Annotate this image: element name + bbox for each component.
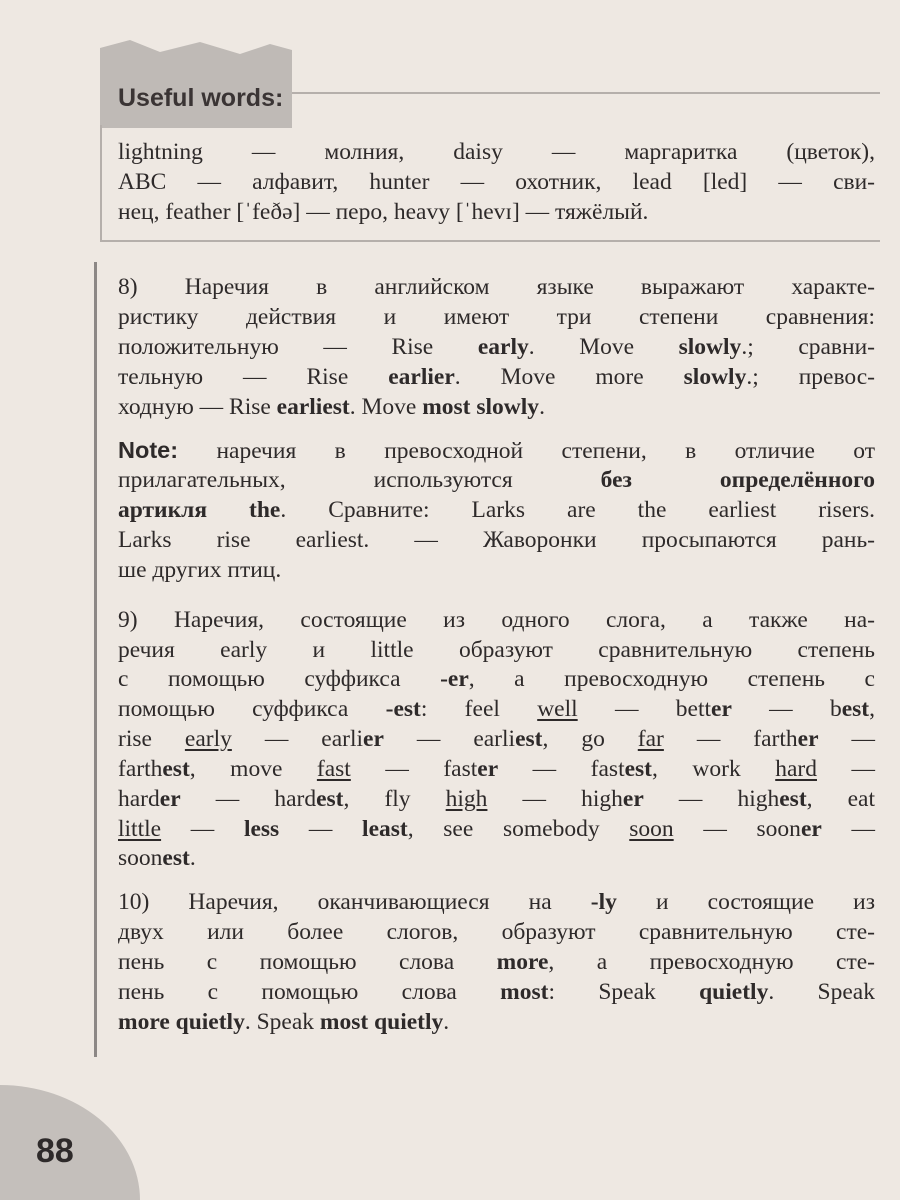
underlined-word: far <box>637 726 664 752</box>
paragraph-line <box>118 887 875 917</box>
paragraph-line <box>118 754 875 784</box>
bold-term: est <box>841 696 870 722</box>
paragraph-line <box>118 694 875 724</box>
bold-term: quietly <box>699 979 769 1005</box>
bold-term: er <box>363 726 384 752</box>
text-run: farth <box>118 756 163 782</box>
useful-words-line <box>118 167 875 197</box>
text-run: . Speak <box>244 1009 320 1035</box>
text-run: rise <box>118 726 185 752</box>
text-run: , move <box>189 756 317 782</box>
bold-term: most <box>500 979 549 1005</box>
text-run: — <box>161 816 244 842</box>
bold-term: earliest <box>276 394 350 420</box>
text-run: — soon <box>673 816 801 842</box>
text-run: — fast <box>498 756 625 782</box>
text-run: , eat <box>806 786 876 812</box>
text-run: с помощью суффикса <box>118 666 441 692</box>
paragraph-line <box>118 784 875 814</box>
bold-term: -est <box>385 696 421 722</box>
text-run: . <box>189 845 196 871</box>
paragraph-line <box>118 724 875 754</box>
underlined-word: hard <box>775 756 817 782</box>
paragraph-line <box>118 814 875 844</box>
bold-term: -ly <box>590 889 617 915</box>
text-run: . Move <box>349 394 423 420</box>
text-run: помощью суффикса <box>118 696 386 722</box>
bold-term: most slowly <box>422 394 540 420</box>
paragraph-line <box>118 555 875 585</box>
bold-term: less <box>243 816 280 842</box>
text-run: — <box>279 816 363 842</box>
text-run: , <box>869 696 876 722</box>
useful-words-line <box>118 197 875 227</box>
bold-term: est <box>779 786 807 812</box>
text-run: ше других птиц. <box>118 557 282 583</box>
paragraph-line <box>118 495 875 525</box>
text-run: . <box>443 1009 450 1035</box>
text-run: 9) Наречия, состоящие из одного слога, а также на- <box>118 607 875 633</box>
underlined-word: early <box>184 726 232 752</box>
text-run: — <box>818 726 875 752</box>
text-run: hard <box>118 786 160 812</box>
bold-term: er <box>797 726 819 752</box>
box-border <box>292 92 880 94</box>
paragraph-line <box>118 435 875 466</box>
text-run: двух или более слогов, образуют сравнительную сте- <box>118 919 875 945</box>
header-zigzag-decoration <box>100 40 292 60</box>
text-run: , fly <box>343 786 446 812</box>
text-run: . Сравните: Larks are the earliest risers. <box>280 497 875 523</box>
text-run: . <box>539 394 545 420</box>
text-run: ABC — алфавит, hunter — охотник, lead [led] — сви- <box>118 169 875 195</box>
bold-term: est <box>316 786 344 812</box>
text-run: 8) Наречия в английском языке выражают характе- <box>118 274 875 300</box>
useful-words-title: Useful words: <box>118 84 284 112</box>
text-run: ристику действия и имеют три степени сравнения: <box>118 304 875 330</box>
text-run: и состоящие из <box>616 889 875 915</box>
bold-term: er <box>159 786 181 812</box>
text-run: , а превосходную сте- <box>548 949 875 975</box>
text-run: положительную — Rise <box>118 334 478 360</box>
paragraph-line <box>118 977 875 1007</box>
underlined-word: little <box>118 816 162 842</box>
box-border <box>100 240 880 242</box>
box-border <box>100 125 102 242</box>
paragraph-line <box>118 664 875 694</box>
page-number: 88 <box>36 1132 74 1170</box>
text-run: — earli <box>231 726 364 752</box>
margin-rule <box>94 262 97 1057</box>
text-run: — fast <box>350 756 478 782</box>
text-run: — <box>816 756 875 782</box>
bold-term: least <box>362 816 408 842</box>
text-run: . Speak <box>768 979 875 1005</box>
paragraph-line <box>118 1007 875 1037</box>
bold-term: er <box>477 756 499 782</box>
text-run: 10) Наречия, оканчивающиеся на <box>118 889 591 915</box>
text-run: речия early и little образуют сравнительную степень <box>118 637 875 663</box>
text-run: ходную — Rise <box>118 394 277 420</box>
underlined-word: high <box>445 786 488 812</box>
bold-term: slowly <box>678 334 742 360</box>
underlined-word: soon <box>629 816 674 842</box>
bold-term: most quietly <box>319 1009 444 1035</box>
bold-term: Note: <box>118 437 179 463</box>
text-run: . Move <box>528 334 679 360</box>
text-run: наречия в превосходной степени, в отличие от <box>178 438 875 464</box>
bold-term: артикля the <box>118 497 281 523</box>
paragraph-line <box>118 843 875 873</box>
bold-term: er <box>622 786 644 812</box>
paragraph-line <box>118 392 875 422</box>
bold-term: more <box>496 949 549 975</box>
paragraph-line <box>118 465 875 495</box>
text-run: . Move more <box>454 364 684 390</box>
text-run: : Speak <box>548 979 700 1005</box>
text-run: .; превос- <box>746 364 875 390</box>
bold-term: est <box>515 726 543 752</box>
bold-term: est <box>162 845 190 871</box>
text-run: пень с помощью слова <box>118 949 497 975</box>
bold-term: -er <box>440 666 469 692</box>
bold-term: more quietly <box>118 1009 245 1035</box>
bold-term: early <box>477 334 529 360</box>
text-run: пень с помощью слова <box>118 979 501 1005</box>
paragraph-line <box>118 635 875 665</box>
paragraph-line <box>118 525 875 555</box>
text-run: : feel <box>420 696 538 722</box>
bold-term: er <box>711 696 732 722</box>
text-run: , go <box>542 726 638 752</box>
text-run: — <box>821 816 875 842</box>
text-run: — farth <box>663 726 798 752</box>
text-run: , work <box>652 756 776 782</box>
text-run: — earli <box>383 726 516 752</box>
text-run: тельную — Rise <box>118 364 389 390</box>
paragraph-line <box>118 947 875 977</box>
text-run: lightning — молния, daisy — маргаритка (цветок), <box>118 139 875 165</box>
text-run: , see somebody <box>407 816 630 842</box>
paragraph-line <box>118 605 875 635</box>
text-run: — hard <box>180 786 317 812</box>
paragraph-line <box>118 272 875 302</box>
bold-term: slowly <box>683 364 747 390</box>
paragraph-line <box>118 332 875 362</box>
text-run: — high <box>643 786 780 812</box>
bold-term: без определённого <box>600 467 875 493</box>
bold-term: est <box>162 756 190 782</box>
paragraph-line <box>118 362 875 392</box>
bold-term: earlier <box>388 364 455 390</box>
text-run: .; сравни- <box>741 334 876 360</box>
bold-term: er <box>800 816 822 842</box>
paragraph-line <box>118 917 875 947</box>
text-run: прилагательных, используются <box>118 467 601 493</box>
underlined-word: well <box>537 696 578 722</box>
text-run: — b <box>731 696 842 722</box>
text-run: Larks rise earliest. — Жаворонки просыпаются рань- <box>118 527 875 553</box>
underlined-word: fast <box>316 756 351 782</box>
text-run: — bett <box>577 696 712 722</box>
text-run: — high <box>487 786 623 812</box>
paragraph-line <box>118 302 875 332</box>
bold-term: est <box>624 756 653 782</box>
text-run: soon <box>118 845 163 871</box>
text-run: , а превосходную степень с <box>468 666 875 692</box>
useful-words-line <box>118 137 875 167</box>
text-run: нец, feather [ˈfeðə] — перо, heavy [ˈhevɪ] — тяжёлый. <box>118 199 649 225</box>
